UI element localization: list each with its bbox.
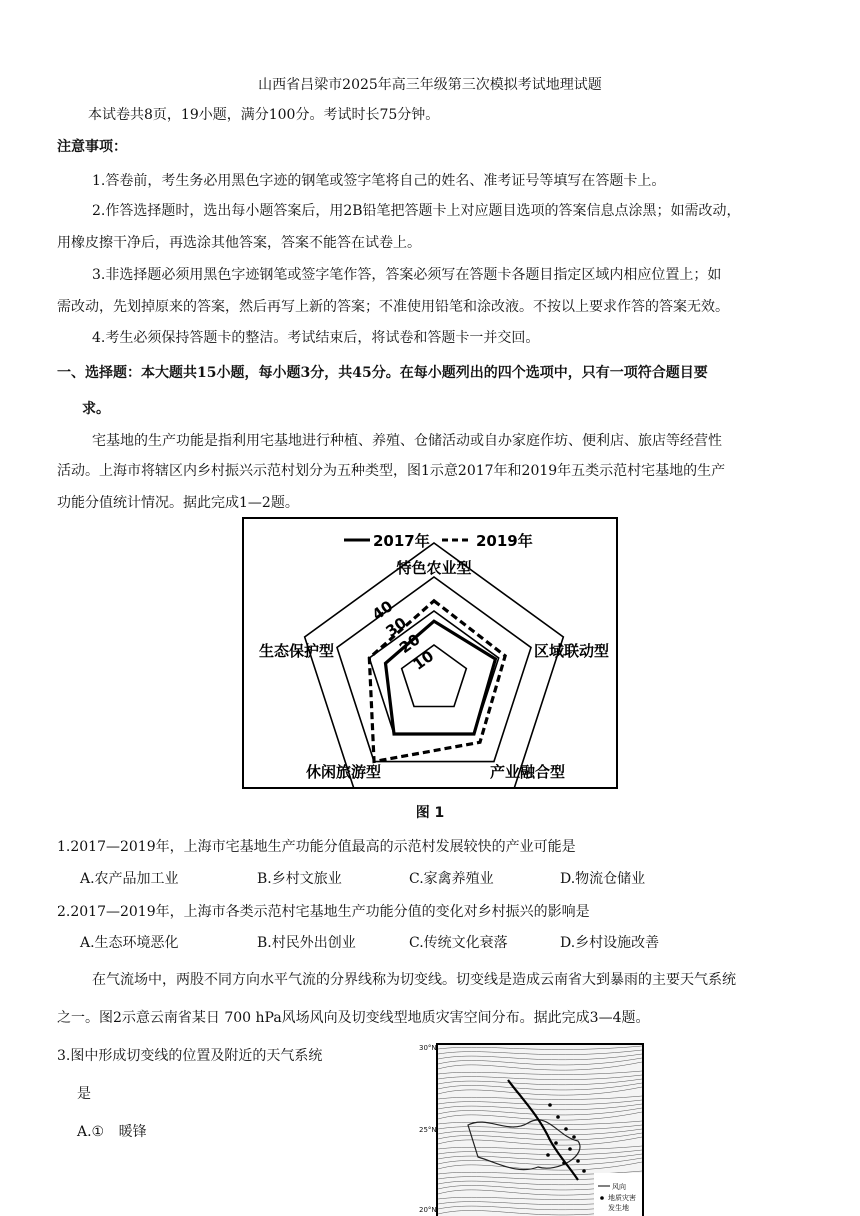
legend-disaster-label-1: 地质灾害 [608,1194,636,1202]
radar-ring-10 [402,645,467,707]
streamline [438,1096,642,1099]
figure-1-caption: 图 1 [415,805,445,821]
streamline [438,1158,642,1165]
streamline [438,1154,642,1160]
axis-label-leisure-tourism: 休闲旅游型 [306,763,382,781]
lat-label-30n: 30°N [419,1044,437,1052]
q2-option-b[interactable]: B.村民外出创业 [257,935,356,951]
ring-label-20: 20 [396,630,424,658]
disaster-point [576,1159,580,1163]
streamline [438,1079,642,1085]
axis-label-specialty-agriculture: 特色农业型 [396,559,472,577]
streamline [438,1137,642,1145]
q3-stem-cont: 是 [77,1086,91,1102]
disaster-point [548,1103,552,1107]
note-2: 2.作答选择题时，选出每小题答案后，用2B铅笔把答题卡上对应题目选项的答案信息点涂黑；如需改动， [92,203,741,219]
legend-2019-label: 2019年 [476,532,533,550]
legend-disaster-label-2: 发生地 [608,1204,629,1212]
passage-1-line-1: 宅基地的生产功能是指利用宅基地进行种植、养殖、仓储活动或自办家庭作坊、便利店、旅店等经营性 [92,433,722,449]
streamline [438,1100,642,1105]
disaster-point [556,1115,560,1119]
disaster-point [562,1161,566,1165]
ring-label-30: 30 [382,613,410,641]
streamline [438,1058,642,1065]
passage-1-line-2: 活动。上海市将辖区内乡村振兴示范村划分为五种类型，图1示意2017年和2019年五类示范村宅基地的生产 [57,463,726,479]
passage-2-line-2: 之一。图2示意云南省某日 700 hPa风场风向及切变线型地质灾害空间分布。据此完成3—4题。 [57,1010,650,1026]
exam-intro: 本试卷共8页，19小题，满分100分。考试时长75分钟。 [88,107,440,123]
doc-title: 山西省吕梁市2025年高三年级第三次模拟考试地理试题 [258,77,602,93]
streamline [438,1133,642,1140]
note-1: 1.答卷前，考生务必用黑色字迹的钢笔或签字笔将自己的姓名、准考证号等填写在答题卡上。 [92,173,666,189]
radar-axis-labels [259,559,609,781]
ring-label-10: 10 [409,646,438,674]
legend-disaster-swatch [600,1196,604,1200]
streamline [438,1050,642,1055]
disaster-point [564,1127,568,1131]
q2-stem: 2.2017—2019年，上海市各类示范村宅基地生产功能分值的变化对乡村振兴的影响是 [57,904,590,920]
axis-label-regional-linkage: 区域联动型 [534,642,610,660]
disaster-point [572,1135,576,1139]
streamline [438,1150,642,1155]
ring-label-40: 40 [368,597,397,624]
streamline [438,1104,642,1110]
q3-stem: 3.图中形成切变线的位置及附近的天气系统 [57,1048,323,1064]
streamline [438,1054,642,1060]
streamline [438,1083,642,1090]
radar-svg [244,519,616,787]
axis-label-ecological-protection: 生态保护型 [258,642,334,660]
lat-label-20n: 20°N [419,1206,437,1214]
disaster-point [568,1147,572,1151]
streamline [438,1046,642,1049]
streamline [438,1112,642,1120]
q3-option-a-num: A.① [77,1124,105,1140]
passage-2-line-1: 在气流场中，两股不同方向水平气流的分界线称为切变线。切变线是造成云南省大到暴雨的主要天气系统 [92,972,736,988]
q1-stem: 1.2017—2019年，上海市宅基地生产功能分值最高的示范村发展较快的产业可能是 [57,839,576,855]
q1-option-c[interactable]: C.家禽养殖业 [409,871,494,887]
wind-map-svg [438,1045,642,1216]
streamline [438,1062,642,1070]
note-4: 4.考生必须保持答题卡的整洁。考试结束后，将试卷和答题卡一并交回。 [92,330,540,346]
legend-2017-label: 2017年 [373,532,430,550]
figure-2-wind-map [436,1043,644,1216]
note-3: 3.非选择题必须用黑色字迹钢笔或签字笔作答，答案必须写在答题卡各题目指定区域内相应位置上；如 [92,267,722,283]
legend-wind-label: 风向 [612,1183,626,1191]
q1-option-b[interactable]: B.乡村文旅业 [257,871,342,887]
streamline [438,1129,642,1135]
lat-label-25n: 25°N [419,1126,437,1134]
streamline [438,1146,642,1149]
notes-heading: 注意事项： [57,139,127,155]
q2-option-d[interactable]: D.乡村设施改善 [560,935,660,951]
q1-option-d[interactable]: D.物流仓储业 [560,871,646,887]
streamline [438,1071,642,1074]
disaster-point [546,1153,550,1157]
section-1-heading: 一、选择题：本大题共15小题，每小题3分，共45分。在每小题列出的四个选项中，只有一项符合题目要 [57,365,708,381]
note-3-cont: 需改动，先划掉原来的答案，然后再写上新的答案；不准使用铅笔和涂改液。不按以上要求作答的答案无效。 [57,299,729,315]
q2-option-a[interactable]: A.生态环境恶化 [80,935,179,951]
disaster-point [582,1169,586,1173]
disaster-point [554,1141,558,1145]
section-1-heading-cont: 求。 [82,401,110,417]
passage-1-line-3: 功能分值统计情况。据此完成1—2题。 [57,495,299,511]
q1-option-a[interactable]: A.农产品加工业 [80,871,179,887]
figure-1-radar-chart [242,517,618,789]
q3-option-a-text: 暖锋 [118,1124,147,1140]
q3-option-a[interactable] [77,1121,147,1141]
streamline [438,1162,642,1170]
note-2-cont: 用橡皮擦干净后，再选涂其他答案，答案不能答在试卷上。 [57,235,421,251]
q2-option-c[interactable]: C.传统文化衰落 [409,935,508,951]
streamline [438,1075,642,1080]
streamline [438,1087,642,1095]
chart-legend [344,532,533,550]
axis-label-industry-integration: 产业融合型 [490,763,566,781]
streamline [438,1108,642,1115]
